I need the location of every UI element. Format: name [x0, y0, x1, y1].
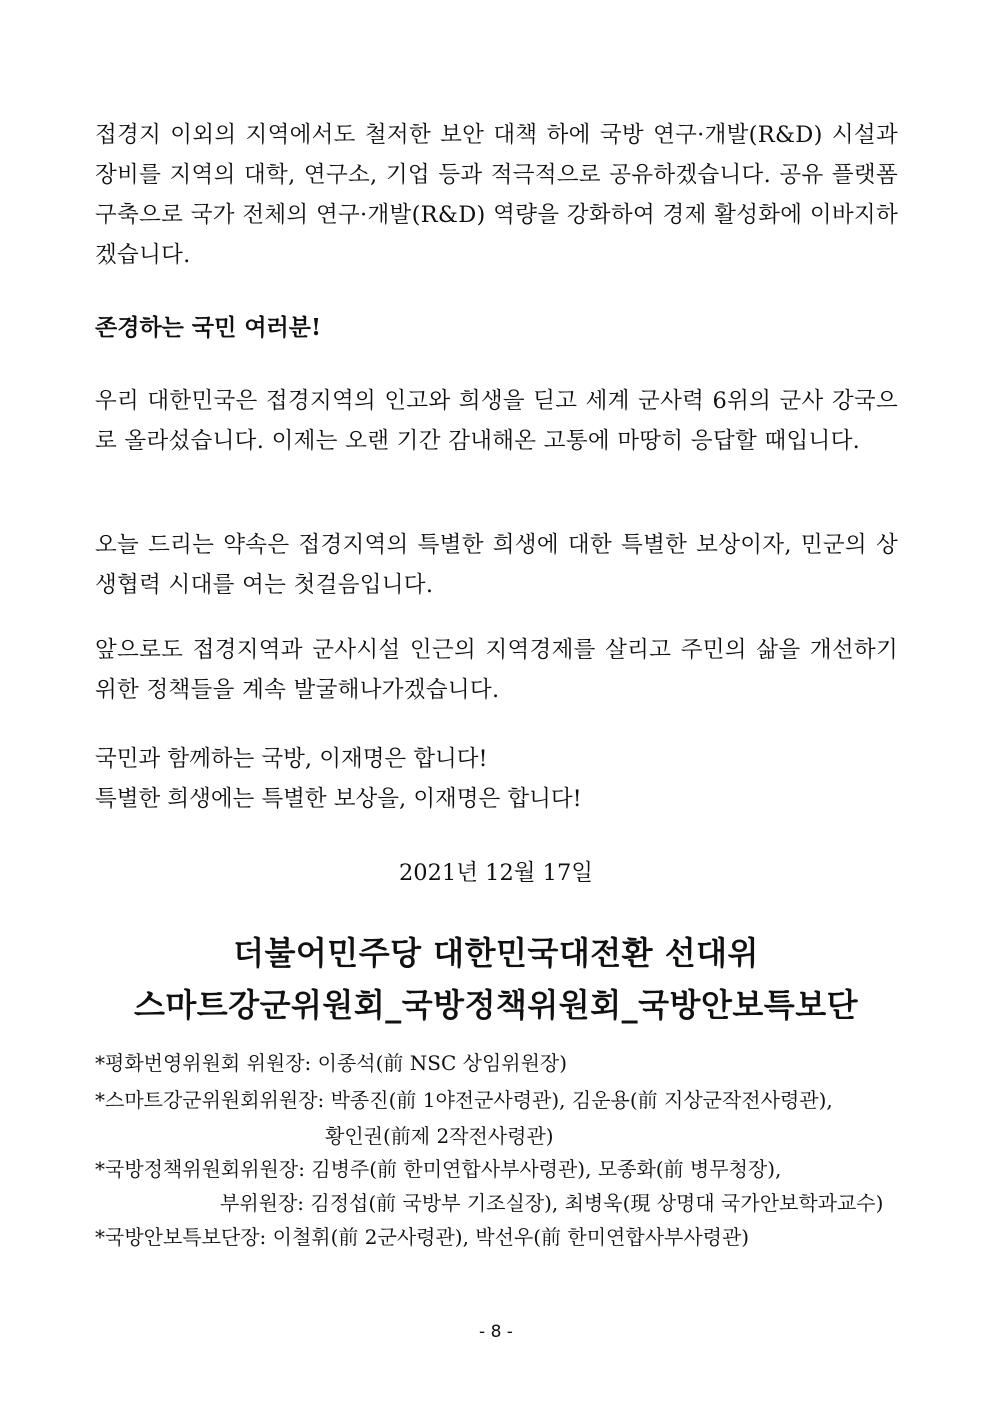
member-line-smart-army-cont: 황인권(前제 2작전사령관)	[325, 1124, 554, 1148]
paragraph-future-policy: 앞으로도 접경지역과 군사시설 인근의 지역경제를 살리고 주민의 삶을 개선하기 위한 정책들을 계속 발굴해나가겠습니다.	[95, 637, 898, 703]
page-number: - 8 -	[479, 1322, 513, 1342]
organization-title-line-1: 더불어민주당 대한민국대전환 선대위	[233, 934, 759, 972]
document-date: 2021년 12월 17일	[398, 860, 594, 886]
slogan-line-1: 국민과 함께하는 국방, 이재명은 합니다!	[95, 746, 488, 772]
greeting-heading: 존경하는 국민 여러분!	[95, 314, 322, 341]
paragraph-rnd-sharing: 접경지 이외의 지역에서도 철저한 보안 대책 하에 국방 연구·개발(R&D) 시설과 장비를 지역의 대학, 연구소, 기업 등과 적극적으로 공유하겠습니다. 공유 플랫폼 구축으로 국가 전체의 연구·개발(R&D) 역량을 강화하여 경제 활성화에 이바지하겠습니다.	[95, 122, 898, 268]
member-line-peace-committee: *평화번영위원회 위원장: 이종석(前 NSC 상임위원장)	[95, 1051, 568, 1075]
organization-title-line-2: 스마트강군위원회_국방정책위원회_국방안보특보단	[133, 986, 859, 1024]
member-line-defense-policy: *국방정책위원회위원장: 김병주(前 한미연합사부사령관), 모종화(前 병무청장),	[95, 1157, 782, 1181]
paragraph-promise: 오늘 드리는 약속은 접경지역의 특별한 희생에 대한 특별한 보상이자, 민군의 상생협력 시대를 여는 첫걸음입니다.	[95, 532, 898, 598]
slogan-line-2: 특별한 희생에는 특별한 보상을, 이재명은 합니다!	[95, 786, 582, 812]
member-line-security-advisors: *국방안보특보단장: 이철휘(前 2군사령관), 박선우(前 한미연합사부사령관)	[95, 1225, 750, 1249]
member-line-smart-army: *스마트강군위원회위원장: 박종진(前 1야전군사령관), 김운용(前 지상군작전사령관),	[95, 1088, 833, 1112]
member-line-vice-chair: 부위원장: 김정섭(前 국방부 기조실장), 최병욱(現 상명대 국가안보학과교수)	[220, 1191, 884, 1215]
paragraph-military-power: 우리 대한민국은 접경지역의 인고와 희생을 딛고 세계 군사력 6위의 군사 강국으로 올라섰습니다. 이제는 오랜 기간 감내해온 고통에 마땅히 응답할 때입니다.	[95, 388, 898, 454]
